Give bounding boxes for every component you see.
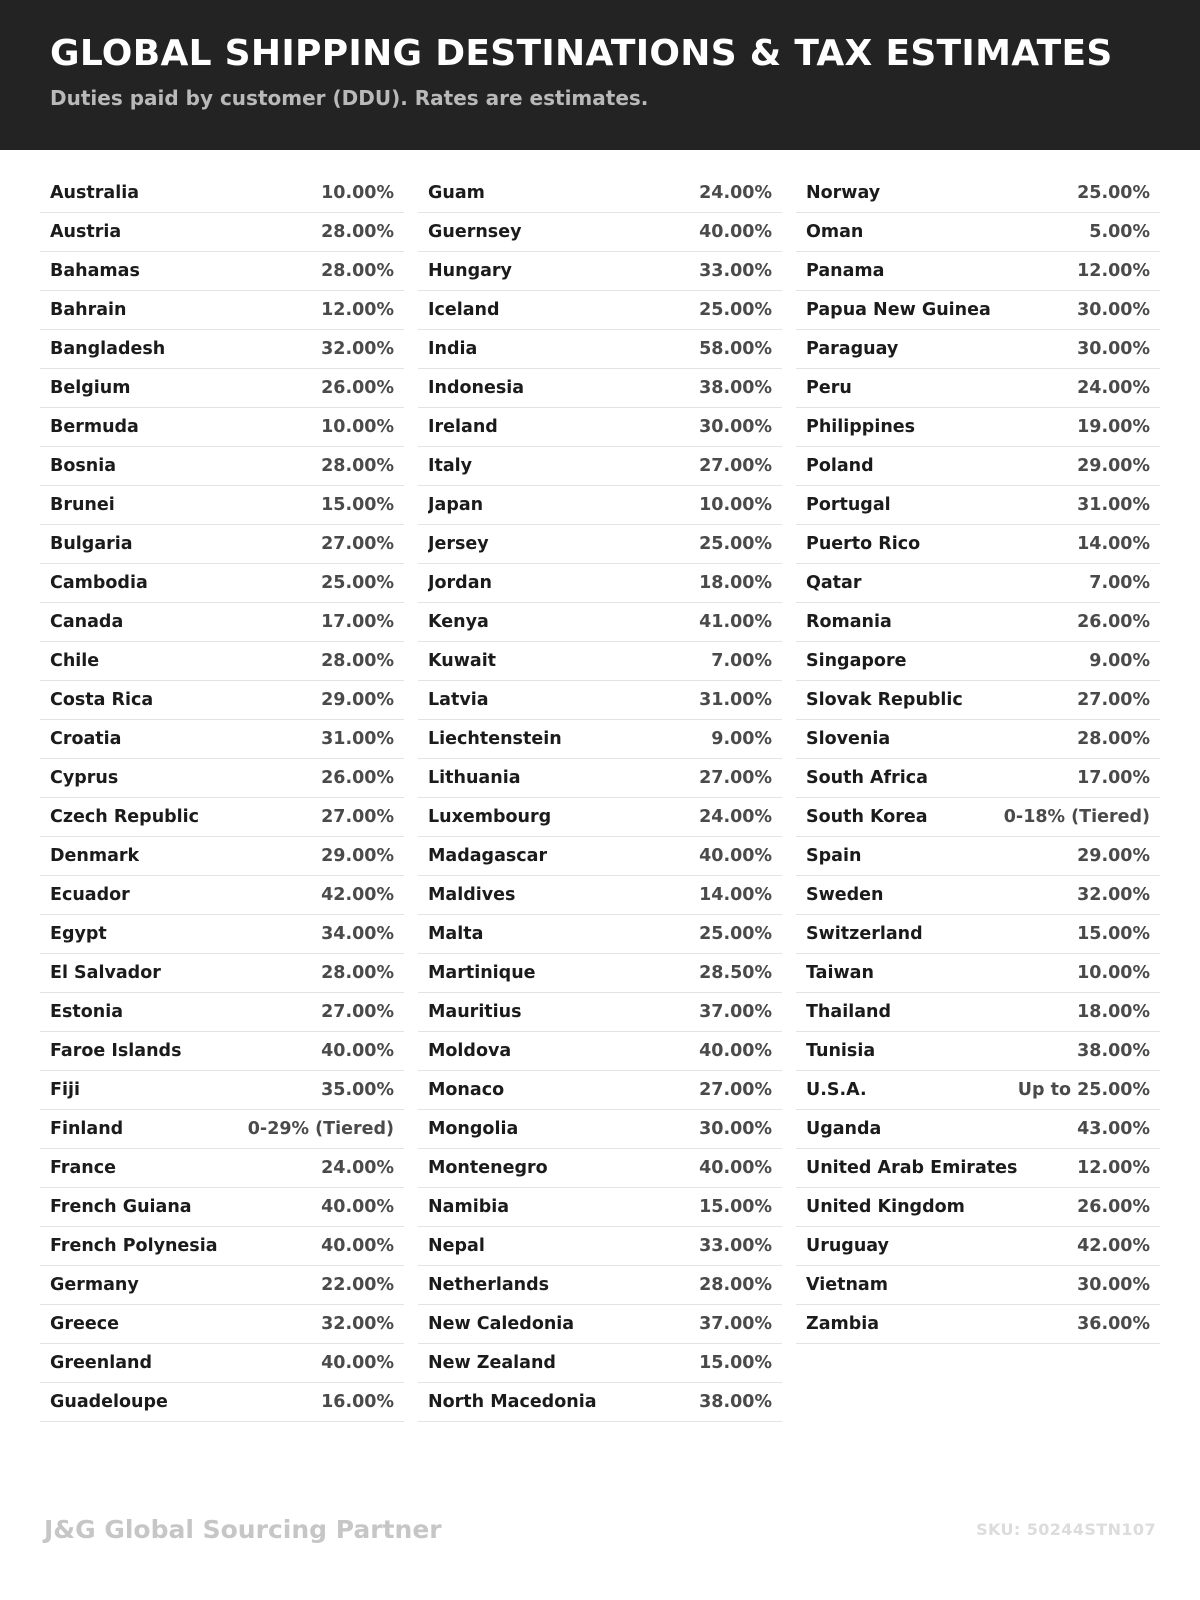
- tax-rate: 30.00%: [699, 1119, 772, 1139]
- tax-rate: 40.00%: [321, 1353, 394, 1373]
- table-row: [40, 525, 404, 564]
- country-name: New Caledonia: [428, 1314, 575, 1334]
- table-row: [40, 876, 404, 915]
- country-name: Ireland: [428, 417, 498, 437]
- country-name: Switzerland: [806, 924, 923, 944]
- footer-brand: J&G Global Sourcing Partner: [44, 1514, 442, 1544]
- country-name: Australia: [50, 183, 140, 203]
- table-row: [418, 642, 782, 681]
- country-name: Liechtenstein: [428, 729, 562, 749]
- table-row: [418, 798, 782, 837]
- tax-rate: 27.00%: [1077, 690, 1150, 710]
- country-name: Bosnia: [50, 456, 117, 476]
- table-row: [40, 720, 404, 759]
- country-name: Puerto Rico: [806, 534, 921, 554]
- tax-rate: 0-18% (Tiered): [1003, 807, 1150, 827]
- country-name: Madagascar: [428, 846, 548, 866]
- country-name: Romania: [806, 612, 892, 632]
- country-name: Belgium: [50, 378, 131, 398]
- tax-rate: 29.00%: [321, 846, 394, 866]
- table-row: [40, 837, 404, 876]
- table-row: [796, 915, 1160, 954]
- country-name: Zambia: [806, 1314, 880, 1334]
- tax-rate: 24.00%: [1077, 378, 1150, 398]
- table-row: [40, 1266, 404, 1305]
- country-name: Mauritius: [428, 1002, 522, 1022]
- tax-rate: 33.00%: [699, 261, 772, 281]
- tax-rate: 9.00%: [711, 729, 772, 749]
- tax-rate: 30.00%: [1077, 1275, 1150, 1295]
- tax-rate: 58.00%: [699, 339, 772, 359]
- tax-rate: 25.00%: [699, 924, 772, 944]
- table-row: [40, 798, 404, 837]
- country-name: Lithuania: [428, 768, 521, 788]
- country-name: Singapore: [806, 651, 907, 671]
- tax-rate: 9.00%: [1089, 651, 1150, 671]
- tax-rate: 31.00%: [699, 690, 772, 710]
- country-name: Bangladesh: [50, 339, 166, 359]
- rates-columns: [0, 150, 1200, 1422]
- tax-rate: 24.00%: [699, 183, 772, 203]
- tax-rate: 12.00%: [1077, 261, 1150, 281]
- tax-rate: 15.00%: [699, 1197, 772, 1217]
- tax-rate: 15.00%: [1077, 924, 1150, 944]
- country-name: French Polynesia: [50, 1236, 218, 1256]
- country-name: Greenland: [50, 1353, 152, 1373]
- table-row: [796, 720, 1160, 759]
- table-row: [40, 1110, 404, 1149]
- country-name: Iceland: [428, 300, 500, 320]
- country-name: Monaco: [428, 1080, 505, 1100]
- tax-rate: 10.00%: [699, 495, 772, 515]
- country-name: Mongolia: [428, 1119, 519, 1139]
- table-row: [796, 993, 1160, 1032]
- tax-rate: 12.00%: [1077, 1158, 1150, 1178]
- tax-rate: 40.00%: [699, 222, 772, 242]
- table-row: [796, 603, 1160, 642]
- tax-rate: 31.00%: [1077, 495, 1150, 515]
- country-name: Guernsey: [428, 222, 522, 242]
- tax-rate: Up to 25.00%: [1017, 1080, 1150, 1100]
- country-name: Hungary: [428, 261, 512, 281]
- tax-rate: 28.00%: [1077, 729, 1150, 749]
- country-name: Austria: [50, 222, 122, 242]
- country-name: North Macedonia: [428, 1392, 597, 1412]
- tax-rate: 36.00%: [1077, 1314, 1150, 1334]
- table-row: [418, 993, 782, 1032]
- tax-rate: 19.00%: [1077, 417, 1150, 437]
- country-name: South Korea: [806, 807, 928, 827]
- country-name: Guam: [428, 183, 485, 203]
- tax-rate: 32.00%: [1077, 885, 1150, 905]
- country-name: Denmark: [50, 846, 140, 866]
- country-name: Czech Republic: [50, 807, 200, 827]
- country-name: Slovak Republic: [806, 690, 963, 710]
- country-name: Latvia: [428, 690, 489, 710]
- country-name: France: [50, 1158, 116, 1178]
- tax-rate: 32.00%: [321, 1314, 394, 1334]
- table-row: [40, 681, 404, 720]
- table-row: [418, 1344, 782, 1383]
- tax-rate: 28.00%: [321, 651, 394, 671]
- tax-rate: 42.00%: [321, 885, 394, 905]
- table-row: [796, 330, 1160, 369]
- table-row: [40, 1227, 404, 1266]
- table-row: [418, 681, 782, 720]
- table-row: [40, 408, 404, 447]
- country-name: Greece: [50, 1314, 119, 1334]
- table-row: [40, 993, 404, 1032]
- country-name: Finland: [50, 1119, 124, 1139]
- table-row: [418, 876, 782, 915]
- country-name: Malta: [428, 924, 484, 944]
- rates-column-2: [418, 174, 782, 1422]
- country-name: Costa Rica: [50, 690, 154, 710]
- table-row: [796, 837, 1160, 876]
- tax-rate: 16.00%: [321, 1392, 394, 1412]
- country-name: Uruguay: [806, 1236, 889, 1256]
- country-name: Luxembourg: [428, 807, 552, 827]
- rates-column-1: [40, 174, 404, 1422]
- country-name: Moldova: [428, 1041, 512, 1061]
- country-name: El Salvador: [50, 963, 161, 983]
- country-name: Nepal: [428, 1236, 485, 1256]
- table-row: [418, 1383, 782, 1422]
- table-row: [796, 1071, 1160, 1110]
- table-row: [40, 603, 404, 642]
- country-name: U.S.A.: [806, 1080, 867, 1100]
- tax-rate: 14.00%: [699, 885, 772, 905]
- table-row: [796, 252, 1160, 291]
- tax-rate: 26.00%: [1077, 612, 1150, 632]
- table-row: [418, 330, 782, 369]
- tax-rate: 41.00%: [699, 612, 772, 632]
- table-row: [40, 1305, 404, 1344]
- country-name: Cambodia: [50, 573, 148, 593]
- table-row: [796, 876, 1160, 915]
- country-name: Netherlands: [428, 1275, 550, 1295]
- table-row: [40, 330, 404, 369]
- tax-rate: 7.00%: [711, 651, 772, 671]
- tax-rate: 14.00%: [1077, 534, 1150, 554]
- tax-rate: 18.00%: [699, 573, 772, 593]
- tax-rate: 28.00%: [321, 261, 394, 281]
- country-name: Estonia: [50, 1002, 124, 1022]
- tax-rate: 34.00%: [321, 924, 394, 944]
- table-row: [40, 369, 404, 408]
- tax-rate: 24.00%: [699, 807, 772, 827]
- footer-sku: SKU: 50244STN107: [976, 1519, 1156, 1539]
- tax-rate: 10.00%: [1077, 963, 1150, 983]
- tax-rate: 18.00%: [1077, 1002, 1150, 1022]
- country-name: Jordan: [428, 573, 492, 593]
- tax-rate: 25.00%: [699, 534, 772, 554]
- table-row: [796, 369, 1160, 408]
- tax-rate: 26.00%: [321, 378, 394, 398]
- table-row: [418, 1032, 782, 1071]
- page-header: [0, 0, 1200, 150]
- country-name: Faroe Islands: [50, 1041, 182, 1061]
- table-row: [418, 1071, 782, 1110]
- tax-rate: 40.00%: [699, 1158, 772, 1178]
- table-row: [40, 252, 404, 291]
- tax-rate: 26.00%: [1077, 1197, 1150, 1217]
- country-name: South Africa: [806, 768, 928, 788]
- country-name: Paraguay: [806, 339, 899, 359]
- country-name: Martinique: [428, 963, 536, 983]
- table-row: [40, 954, 404, 993]
- country-name: Italy: [428, 456, 473, 476]
- country-name: Oman: [806, 222, 864, 242]
- tax-rate: 30.00%: [1077, 339, 1150, 359]
- country-name: Guadeloupe: [50, 1392, 168, 1412]
- tax-rate: 17.00%: [1077, 768, 1150, 788]
- country-name: Portugal: [806, 495, 891, 515]
- country-name: Canada: [50, 612, 124, 632]
- table-row: [796, 1149, 1160, 1188]
- tax-rate: 22.00%: [321, 1275, 394, 1295]
- table-row: [418, 564, 782, 603]
- table-row: [40, 213, 404, 252]
- country-name: Brunei: [50, 495, 115, 515]
- table-row: [418, 759, 782, 798]
- tax-rate: 31.00%: [321, 729, 394, 749]
- tax-rate: 28.00%: [321, 456, 394, 476]
- table-row: [418, 1305, 782, 1344]
- country-name: Spain: [806, 846, 862, 866]
- country-name: Uganda: [806, 1119, 882, 1139]
- tax-rate: 32.00%: [321, 339, 394, 359]
- country-name: Peru: [806, 378, 852, 398]
- table-row: [796, 1110, 1160, 1149]
- country-name: Maldives: [428, 885, 516, 905]
- tax-rate: 30.00%: [1077, 300, 1150, 320]
- tax-rate: 28.50%: [699, 963, 772, 983]
- country-name: Namibia: [428, 1197, 510, 1217]
- table-row: [418, 720, 782, 759]
- tax-rate: 29.00%: [1077, 846, 1150, 866]
- country-name: Taiwan: [806, 963, 874, 983]
- tax-rate: 27.00%: [321, 1002, 394, 1022]
- country-name: Vietnam: [806, 1275, 888, 1295]
- table-row: [418, 837, 782, 876]
- country-name: Kenya: [428, 612, 489, 632]
- table-row: [796, 447, 1160, 486]
- country-name: United Arab Emirates: [806, 1158, 1018, 1178]
- tax-rate: 35.00%: [321, 1080, 394, 1100]
- tax-rate: 30.00%: [699, 417, 772, 437]
- table-row: [418, 447, 782, 486]
- country-name: Ecuador: [50, 885, 130, 905]
- country-name: Panama: [806, 261, 885, 281]
- tax-rate: 38.00%: [699, 378, 772, 398]
- table-row: [418, 954, 782, 993]
- tax-rate: 25.00%: [699, 300, 772, 320]
- tax-rate: 29.00%: [321, 690, 394, 710]
- country-name: Bermuda: [50, 417, 139, 437]
- tax-rate: 26.00%: [321, 768, 394, 788]
- country-name: Bahrain: [50, 300, 127, 320]
- country-name: French Guiana: [50, 1197, 192, 1217]
- tax-rate: 24.00%: [321, 1158, 394, 1178]
- table-row: [796, 798, 1160, 837]
- table-row: [40, 1149, 404, 1188]
- country-name: Papua New Guinea: [806, 300, 991, 320]
- table-row: [40, 447, 404, 486]
- table-row: [418, 174, 782, 213]
- tax-rate: 25.00%: [1077, 183, 1150, 203]
- rates-column-3: [796, 174, 1160, 1344]
- country-name: Cyprus: [50, 768, 119, 788]
- table-row: [418, 603, 782, 642]
- country-name: Germany: [50, 1275, 139, 1295]
- tax-rate: 7.00%: [1089, 573, 1150, 593]
- page-footer: [0, 1480, 1200, 1600]
- table-row: [40, 1344, 404, 1383]
- table-row: [796, 525, 1160, 564]
- table-row: [796, 486, 1160, 525]
- table-row: [796, 291, 1160, 330]
- page-title: GLOBAL SHIPPING DESTINATIONS & TAX ESTIMATES: [50, 33, 1113, 74]
- table-row: [418, 1227, 782, 1266]
- tax-rate: 33.00%: [699, 1236, 772, 1256]
- table-row: [40, 1032, 404, 1071]
- table-row: [796, 1266, 1160, 1305]
- table-row: [40, 564, 404, 603]
- table-row: [40, 291, 404, 330]
- tax-rate: 12.00%: [321, 300, 394, 320]
- table-row: [418, 213, 782, 252]
- tax-rate: 27.00%: [699, 768, 772, 788]
- country-name: Slovenia: [806, 729, 891, 749]
- tax-rate: 10.00%: [321, 417, 394, 437]
- table-row: [796, 1188, 1160, 1227]
- country-name: Chile: [50, 651, 100, 671]
- table-row: [796, 954, 1160, 993]
- tax-rate: 15.00%: [321, 495, 394, 515]
- tax-rate: 10.00%: [321, 183, 394, 203]
- tax-rate: 29.00%: [1077, 456, 1150, 476]
- table-row: [796, 642, 1160, 681]
- page-subtitle: Duties paid by customer (DDU). Rates are estimates.: [50, 85, 649, 110]
- country-name: Croatia: [50, 729, 122, 749]
- table-row: [40, 1383, 404, 1422]
- table-row: [418, 486, 782, 525]
- table-row: [796, 1305, 1160, 1344]
- tax-rate: 5.00%: [1089, 222, 1150, 242]
- table-row: [418, 525, 782, 564]
- table-row: [418, 408, 782, 447]
- table-row: [796, 759, 1160, 798]
- country-name: Bulgaria: [50, 534, 133, 554]
- tax-rate: 43.00%: [1077, 1119, 1150, 1139]
- table-row: [796, 1227, 1160, 1266]
- table-row: [796, 1032, 1160, 1071]
- country-name: India: [428, 339, 478, 359]
- tax-rate: 37.00%: [699, 1002, 772, 1022]
- table-row: [40, 174, 404, 213]
- country-name: Fiji: [50, 1080, 80, 1100]
- table-row: [418, 915, 782, 954]
- tax-rate: 40.00%: [699, 1041, 772, 1061]
- tax-rate: 38.00%: [1077, 1041, 1150, 1061]
- country-name: Thailand: [806, 1002, 891, 1022]
- tax-rate: 40.00%: [321, 1041, 394, 1061]
- tax-rate: 25.00%: [321, 573, 394, 593]
- tax-rate: 17.00%: [321, 612, 394, 632]
- tax-rate: 42.00%: [1077, 1236, 1150, 1256]
- tax-rate: 27.00%: [321, 807, 394, 827]
- country-name: Bahamas: [50, 261, 140, 281]
- table-row: [40, 759, 404, 798]
- table-row: [418, 252, 782, 291]
- country-name: United Kingdom: [806, 1197, 965, 1217]
- country-name: Jersey: [428, 534, 489, 554]
- tax-rate: 40.00%: [321, 1197, 394, 1217]
- country-name: Tunisia: [806, 1041, 876, 1061]
- country-name: Indonesia: [428, 378, 525, 398]
- tax-rate: 28.00%: [321, 222, 394, 242]
- table-row: [40, 1188, 404, 1227]
- tax-rate: 27.00%: [699, 1080, 772, 1100]
- country-name: Egypt: [50, 924, 107, 944]
- table-row: [40, 915, 404, 954]
- country-name: Philippines: [806, 417, 916, 437]
- tax-rate: 28.00%: [321, 963, 394, 983]
- table-row: [418, 1149, 782, 1188]
- table-row: [418, 1266, 782, 1305]
- tax-rate: 27.00%: [321, 534, 394, 554]
- country-name: Japan: [428, 495, 484, 515]
- table-row: [796, 564, 1160, 603]
- table-row: [796, 408, 1160, 447]
- table-row: [796, 174, 1160, 213]
- tax-rate: 28.00%: [699, 1275, 772, 1295]
- table-row: [418, 369, 782, 408]
- table-row: [40, 486, 404, 525]
- tax-rate: 38.00%: [699, 1392, 772, 1412]
- country-name: Poland: [806, 456, 874, 476]
- tax-rate: 15.00%: [699, 1353, 772, 1373]
- country-name: Norway: [806, 183, 881, 203]
- tax-rate: 37.00%: [699, 1314, 772, 1334]
- table-row: [796, 681, 1160, 720]
- country-name: Qatar: [806, 573, 862, 593]
- table-row: [40, 1071, 404, 1110]
- table-row: [418, 1188, 782, 1227]
- country-name: Sweden: [806, 885, 884, 905]
- table-row: [40, 642, 404, 681]
- country-name: Montenegro: [428, 1158, 548, 1178]
- tax-rate: 27.00%: [699, 456, 772, 476]
- country-name: Kuwait: [428, 651, 497, 671]
- tax-rate: 40.00%: [699, 846, 772, 866]
- table-row: [796, 213, 1160, 252]
- table-row: [418, 1110, 782, 1149]
- table-row: [418, 291, 782, 330]
- country-name: New Zealand: [428, 1353, 556, 1373]
- tax-rate: 0-29% (Tiered): [247, 1119, 394, 1139]
- tax-rate: 40.00%: [321, 1236, 394, 1256]
